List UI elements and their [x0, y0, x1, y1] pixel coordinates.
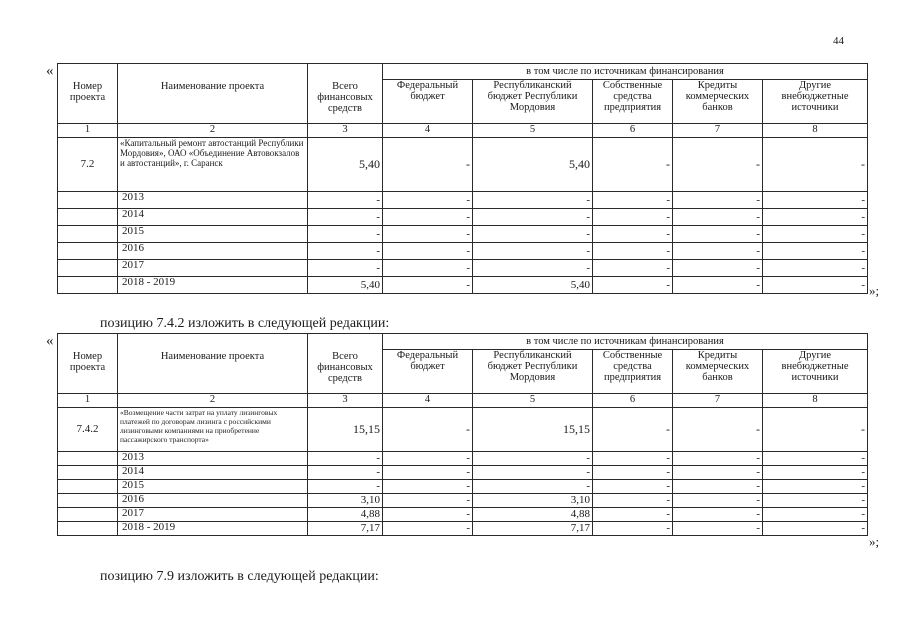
col-header-total: Всего финансовых средств: [308, 64, 383, 124]
col-number: 2: [118, 124, 308, 138]
empty-cell: [58, 480, 118, 494]
cell-federal: -: [383, 138, 473, 192]
cell-other: -: [763, 452, 868, 466]
cell-own: -: [593, 138, 673, 192]
year-row: [58, 508, 868, 522]
col-number: 6: [593, 394, 673, 408]
header-row-top: [58, 334, 868, 350]
cell-federal: -: [383, 522, 473, 536]
column-number-row: [58, 394, 868, 408]
empty-cell: [58, 452, 118, 466]
financing-table-1: [57, 63, 868, 294]
year-label: 2015: [118, 480, 308, 494]
cell-credits: -: [673, 522, 763, 536]
col-number: 3: [308, 124, 383, 138]
cell-total: -: [308, 452, 383, 466]
col-header-federal: Федеральный бюджет: [383, 350, 473, 394]
empty-cell: [58, 508, 118, 522]
cell-credits: -: [673, 508, 763, 522]
year-row: [58, 522, 868, 536]
financing-table-2: [57, 333, 868, 536]
col-number: 5: [473, 394, 593, 408]
cell-total: 7,17: [308, 522, 383, 536]
cell-other: -: [763, 466, 868, 480]
col-header-sources-group: в том числе по источникам финансирования: [383, 64, 868, 80]
cell-total: -: [308, 226, 383, 243]
project-name: «Капитальный ремонт автостанций Республики Мордовия», ОАО «Объединение Автовокзалов и автостанций», г. Саранск: [118, 138, 308, 192]
cell-federal: -: [383, 226, 473, 243]
col-number: 1: [58, 124, 118, 138]
empty-cell: [58, 243, 118, 260]
col-number: 6: [593, 124, 673, 138]
project-code: 7.2: [58, 138, 118, 192]
cell-own: -: [593, 508, 673, 522]
cell-own: -: [593, 494, 673, 508]
cell-federal: -: [383, 408, 473, 452]
cell-own: -: [593, 260, 673, 277]
project-name: «Возмещение части затрат на уплату лизинговых платежей по договорам лизинга с российскими лизинговыми компаниями на приобретение пассажирского транспорта»: [118, 408, 308, 452]
cell-other: -: [763, 209, 868, 226]
cell-republic: 7,17: [473, 522, 593, 536]
year-row: [58, 192, 868, 209]
project-row: [58, 138, 868, 192]
cell-republic: 5,40: [473, 138, 593, 192]
year-row: [58, 209, 868, 226]
col-number: 3: [308, 394, 383, 408]
cell-republic: 3,10: [473, 494, 593, 508]
cell-federal: -: [383, 260, 473, 277]
year-row: [58, 260, 868, 277]
empty-cell: [58, 260, 118, 277]
cell-other: -: [763, 480, 868, 494]
col-header-total: Всего финансовых средств: [308, 334, 383, 394]
header-row-top: [58, 64, 868, 80]
year-row: [58, 226, 868, 243]
year-label: 2018 - 2019: [118, 522, 308, 536]
year-row: [58, 466, 868, 480]
year-row: [58, 480, 868, 494]
cell-total: 4,88: [308, 508, 383, 522]
cell-federal: -: [383, 494, 473, 508]
year-label: 2013: [118, 192, 308, 209]
cell-own: -: [593, 522, 673, 536]
cell-federal: -: [383, 209, 473, 226]
cell-total: -: [308, 243, 383, 260]
year-row: [58, 277, 868, 294]
empty-cell: [58, 277, 118, 294]
cell-other: -: [763, 243, 868, 260]
cell-other: -: [763, 138, 868, 192]
cell-own: -: [593, 277, 673, 294]
cell-credits: -: [673, 408, 763, 452]
cell-total: -: [308, 480, 383, 494]
col-header-republic: Республиканский бюджет Республики Мордовия: [473, 80, 593, 124]
year-row: [58, 494, 868, 508]
col-header-own: Собственные средства предприятия: [593, 80, 673, 124]
year-row: [58, 452, 868, 466]
col-header-number: Номер проекта: [58, 64, 118, 124]
col-number: 4: [383, 124, 473, 138]
cell-total: -: [308, 466, 383, 480]
cell-federal: -: [383, 480, 473, 494]
year-label: 2016: [118, 494, 308, 508]
cell-total: -: [308, 209, 383, 226]
cell-total: -: [308, 192, 383, 209]
cell-republic: -: [473, 466, 593, 480]
cell-total: 3,10: [308, 494, 383, 508]
col-header-other: Другие внебюджетные источники: [763, 350, 868, 394]
cell-republic: -: [473, 192, 593, 209]
year-label: 2015: [118, 226, 308, 243]
col-header-credits: Кредиты коммерческих банков: [673, 80, 763, 124]
cell-total: 5,40: [308, 138, 383, 192]
cell-credits: -: [673, 192, 763, 209]
empty-cell: [58, 522, 118, 536]
cell-credits: -: [673, 480, 763, 494]
col-header-other: Другие внебюджетные источники: [763, 80, 868, 124]
cell-total: -: [308, 260, 383, 277]
cell-own: -: [593, 480, 673, 494]
col-number: 4: [383, 394, 473, 408]
year-label: 2016: [118, 243, 308, 260]
project-code: 7.4.2: [58, 408, 118, 452]
close-mark: »;: [869, 534, 880, 549]
cell-credits: -: [673, 209, 763, 226]
cell-credits: -: [673, 226, 763, 243]
year-label: 2017: [118, 508, 308, 522]
year-label: 2017: [118, 260, 308, 277]
cell-own: -: [593, 226, 673, 243]
empty-cell: [58, 209, 118, 226]
cell-own: -: [593, 192, 673, 209]
cell-federal: -: [383, 466, 473, 480]
cell-federal: -: [383, 192, 473, 209]
cell-other: -: [763, 226, 868, 243]
col-number: 5: [473, 124, 593, 138]
col-header-federal: Федеральный бюджет: [383, 80, 473, 124]
cell-own: -: [593, 243, 673, 260]
empty-cell: [58, 494, 118, 508]
empty-cell: [58, 226, 118, 243]
cell-federal: -: [383, 452, 473, 466]
col-number: 8: [763, 394, 868, 408]
col-number: 7: [673, 124, 763, 138]
cell-republic: -: [473, 226, 593, 243]
cell-own: -: [593, 452, 673, 466]
cell-total: 5,40: [308, 277, 383, 294]
col-header-name: Наименование проекта: [118, 334, 308, 394]
cell-federal: -: [383, 508, 473, 522]
paragraph-position-7-9: позицию 7.9 изложить в следующей редакции:: [100, 569, 379, 584]
year-label: 2014: [118, 209, 308, 226]
cell-republic: -: [473, 480, 593, 494]
empty-cell: [58, 192, 118, 209]
col-header-own: Собственные средства предприятия: [593, 350, 673, 394]
cell-federal: -: [383, 277, 473, 294]
cell-own: -: [593, 209, 673, 226]
cell-credits: -: [673, 494, 763, 508]
col-number: 7: [673, 394, 763, 408]
cell-republic: 4,88: [473, 508, 593, 522]
cell-credits: -: [673, 277, 763, 294]
cell-other: -: [763, 277, 868, 294]
close-mark: »;: [869, 283, 880, 298]
col-header-name: Наименование проекта: [118, 64, 308, 124]
open-quote: «: [46, 63, 54, 79]
cell-republic: 15,15: [473, 408, 593, 452]
cell-total: 15,15: [308, 408, 383, 452]
cell-other: -: [763, 522, 868, 536]
col-number: 1: [58, 394, 118, 408]
page-number: 44: [833, 35, 844, 47]
empty-cell: [58, 466, 118, 480]
year-row: [58, 243, 868, 260]
cell-credits: -: [673, 138, 763, 192]
project-row: [58, 408, 868, 452]
cell-republic: -: [473, 260, 593, 277]
cell-credits: -: [673, 466, 763, 480]
cell-own: -: [593, 408, 673, 452]
cell-other: -: [763, 508, 868, 522]
col-number: 8: [763, 124, 868, 138]
cell-federal: -: [383, 243, 473, 260]
cell-credits: -: [673, 452, 763, 466]
col-header-sources-group: в том числе по источникам финансирования: [383, 334, 868, 350]
cell-republic: -: [473, 452, 593, 466]
cell-own: -: [593, 466, 673, 480]
cell-other: -: [763, 192, 868, 209]
cell-credits: -: [673, 260, 763, 277]
open-quote: «: [46, 333, 54, 349]
col-header-number: Номер проекта: [58, 334, 118, 394]
cell-republic: -: [473, 209, 593, 226]
year-label: 2018 - 2019: [118, 277, 308, 294]
col-header-credits: Кредиты коммерческих банков: [673, 350, 763, 394]
cell-other: -: [763, 408, 868, 452]
cell-republic: 5,40: [473, 277, 593, 294]
year-label: 2014: [118, 466, 308, 480]
cell-other: -: [763, 260, 868, 277]
cell-credits: -: [673, 243, 763, 260]
cell-other: -: [763, 494, 868, 508]
column-number-row: [58, 124, 868, 138]
paragraph-position-7-4-2: позицию 7.4.2 изложить в следующей редакции:: [100, 316, 390, 331]
year-label: 2013: [118, 452, 308, 466]
col-header-republic: Республиканский бюджет Республики Мордовия: [473, 350, 593, 394]
col-number: 2: [118, 394, 308, 408]
cell-republic: -: [473, 243, 593, 260]
